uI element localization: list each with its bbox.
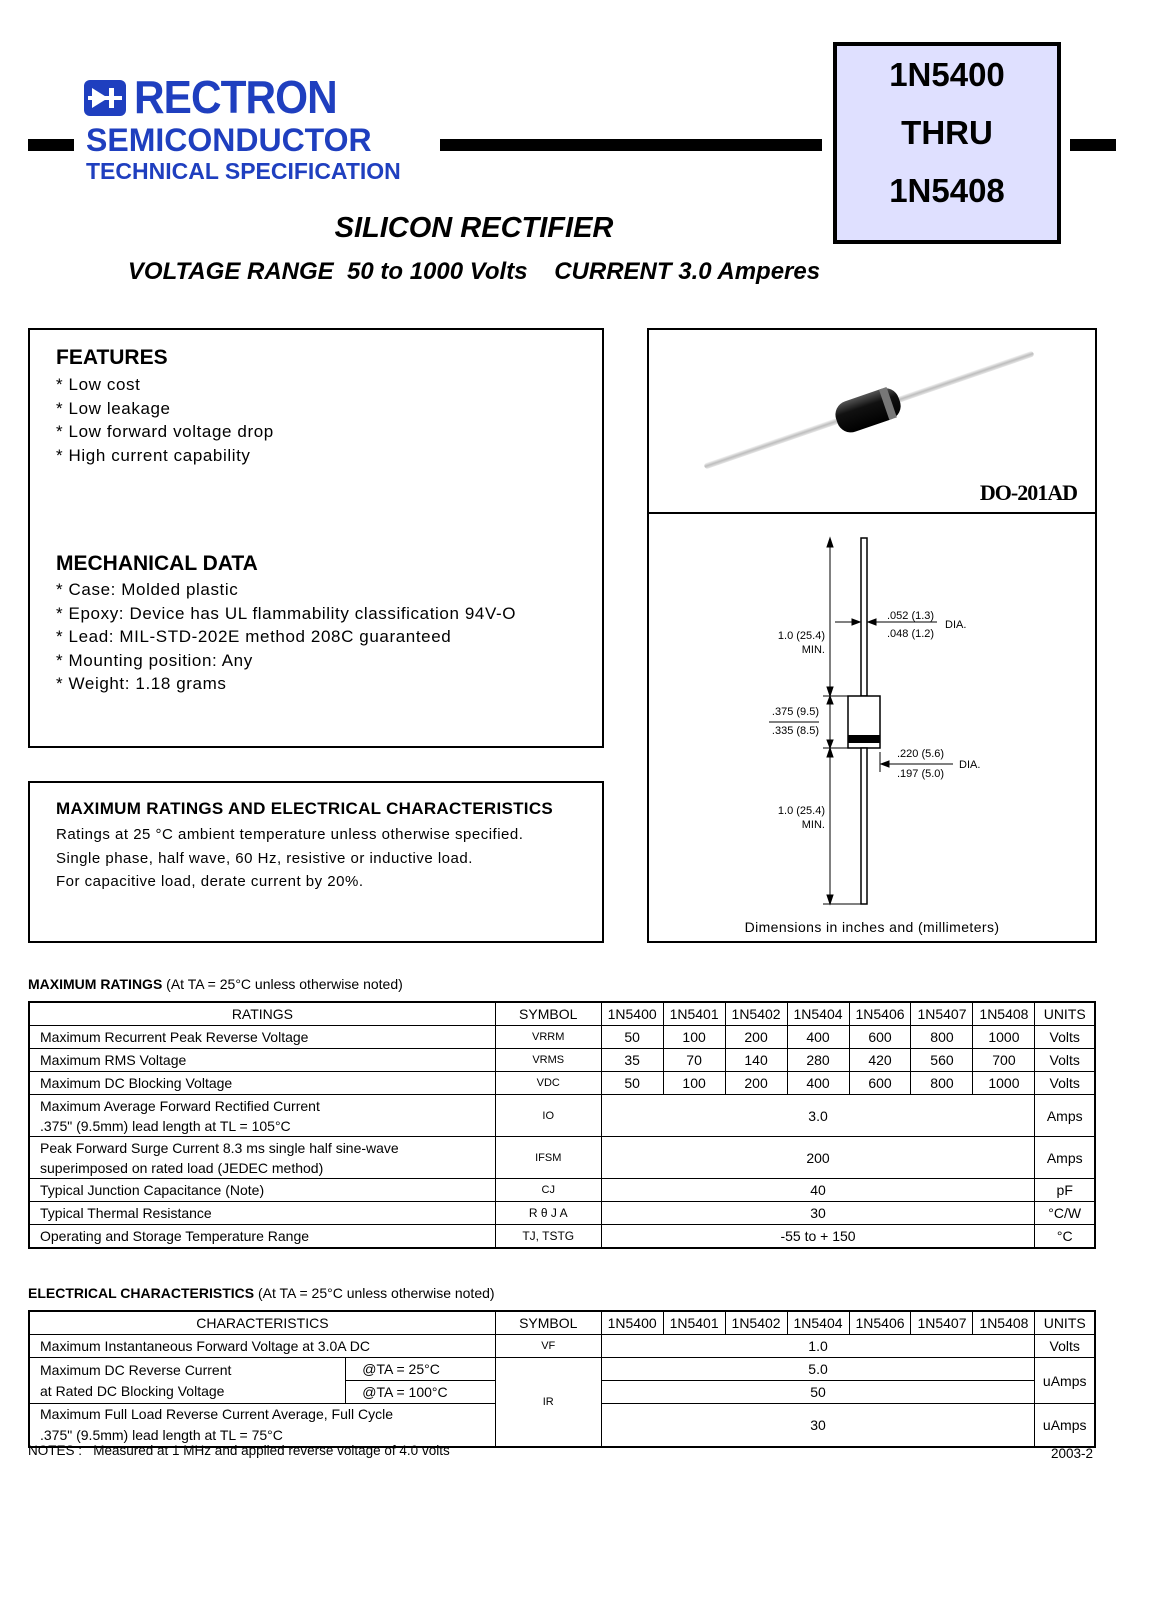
rating-value: 800: [911, 1072, 973, 1095]
ratings-note-line: For capacitive load, derate current by 20%.: [56, 873, 364, 890]
header-rule-right: [1070, 139, 1116, 151]
rating-symbol: IO: [495, 1095, 601, 1137]
dim-lead-dia-label: DIA.: [945, 619, 967, 631]
table-header-cell: SYMBOL: [495, 1002, 601, 1026]
rating-units: Amps: [1035, 1095, 1095, 1137]
rating-value: 420: [849, 1049, 911, 1072]
rating-units: Volts: [1035, 1049, 1095, 1072]
table-row: [29, 1179, 1095, 1202]
char-units: Volts: [1035, 1335, 1095, 1358]
rating-value: 35: [601, 1049, 663, 1072]
table-header-cell: RATINGS: [29, 1002, 495, 1026]
table-header-cell: CHARACTERISTICS: [29, 1311, 495, 1335]
rating-units: Amps: [1035, 1137, 1095, 1179]
table-header-cell: 1N5404: [787, 1311, 849, 1335]
rating-value: 40: [601, 1179, 1035, 1202]
page-title: SILICON RECTIFIER: [334, 212, 614, 244]
rating-label: Maximum DC Blocking Voltage: [29, 1072, 495, 1095]
rating-value: 50: [601, 1026, 663, 1049]
rating-value: -55 to + 150: [601, 1225, 1035, 1249]
rating-value: 100: [663, 1026, 725, 1049]
dimension-note: Dimensions in inches and (millimeters): [744, 919, 1000, 935]
rating-label: Operating and Storage Temperature Range: [29, 1225, 495, 1249]
rating-label: Maximum Recurrent Peak Reverse Voltage: [29, 1026, 495, 1049]
rating-label: Typical Thermal Resistance: [29, 1202, 495, 1225]
rectron-logo-icon: [84, 80, 126, 116]
page-subtitle: VOLTAGE RANGE 50 to 1000 Volts CURRENT 3.0 Amperes: [127, 258, 821, 285]
rating-units: Volts: [1035, 1026, 1095, 1049]
char-value: 5.0: [601, 1358, 1035, 1381]
dimension-drawing-panel: [647, 512, 1097, 943]
header-rule-middle: [440, 139, 822, 151]
table-header-cell: 1N5406: [849, 1311, 911, 1335]
table-header-cell: 1N5408: [973, 1311, 1035, 1335]
table-row: [29, 1026, 1095, 1049]
package-photo-panel: [647, 328, 1097, 514]
ratings-note-line: Single phase, half wave, 60 Hz, resistive or inductive load.: [56, 849, 473, 867]
rating-units: Volts: [1035, 1072, 1095, 1095]
dim-bottom-lead-length: 1.0 (25.4): [777, 805, 825, 817]
division-name: SEMICONDUCTOR: [86, 122, 372, 158]
table-header-row: [29, 1311, 1095, 1335]
table-header-cell: 1N5407: [911, 1002, 973, 1026]
brand-name: RECTRON: [134, 71, 337, 123]
rating-value: 600: [849, 1072, 911, 1095]
table-header-cell: 1N5401: [663, 1002, 725, 1026]
package-name: DO-201AD: [979, 480, 1077, 505]
list-item: * Lead: MIL-STD-202E method 208C guaranteed: [56, 625, 516, 649]
dim-body-len-max: .375 (9.5): [771, 706, 819, 718]
rating-label: Maximum Average Forward Rectified Current .375" (9.5mm) lead length at TL = 105°C: [29, 1095, 495, 1137]
char-value: 50: [601, 1381, 1035, 1404]
dim-body-len-min: .335 (8.5): [771, 725, 819, 737]
elec-char-table: [28, 1310, 1096, 1448]
char-units: uAmps: [1035, 1404, 1095, 1448]
table-header-cell: 1N5402: [725, 1002, 787, 1026]
list-item: * High current capability: [56, 444, 274, 468]
notes-text: NOTES : Measured at 1 MHz and applied reverse voltage of 4.0 volts: [28, 1443, 450, 1458]
dim-lead-dia-max: .052 (1.3): [887, 610, 935, 622]
ratings-note-line: Ratings at 25 °C ambient temperature unless otherwise specified.: [56, 826, 524, 843]
rating-symbol: VDC: [495, 1072, 601, 1095]
dim-top-lead-min: MIN.: [801, 644, 825, 656]
table-header-cell: 1N5400: [601, 1002, 663, 1026]
table-row: [29, 1358, 1095, 1381]
elec-char-caption: ELECTRICAL CHARACTERISTICS (At TA = 25°C unless otherwise noted): [28, 1285, 495, 1301]
ratings-notes-panel: [28, 781, 604, 943]
char-units: uAmps: [1035, 1358, 1095, 1404]
rating-units: °C/W: [1035, 1202, 1095, 1225]
rating-value: 200: [725, 1026, 787, 1049]
rating-value: 30: [601, 1202, 1035, 1225]
rating-symbol: IFSM: [495, 1137, 601, 1179]
char-condition: @TA = 25°C: [346, 1358, 496, 1381]
dim-body-dia-label: DIA.: [959, 759, 981, 771]
part-last: 1N5408: [889, 172, 1005, 209]
ratings-notes-heading: MAXIMUM RATINGS AND ELECTRICAL CHARACTERISTICS: [56, 799, 554, 818]
table-header-cell: UNITS: [1035, 1311, 1095, 1335]
char-label: Maximum Full Load Reverse Current Average, Full Cycle .375" (9.5mm) lead length at TL = 75°C: [29, 1404, 495, 1448]
rating-symbol: CJ: [495, 1179, 601, 1202]
table-row: [29, 1202, 1095, 1225]
rating-value: 400: [787, 1072, 849, 1095]
rating-value: 200: [725, 1072, 787, 1095]
table-row: [29, 1049, 1095, 1072]
dim-body-dia-min: .197 (5.0): [897, 768, 945, 780]
rating-units: °C: [1035, 1225, 1095, 1249]
rating-value: 400: [787, 1026, 849, 1049]
rating-value: 200: [601, 1137, 1035, 1179]
char-symbol: VF: [495, 1335, 601, 1358]
doc-code: 2003-2: [1050, 1446, 1093, 1461]
rating-value: 70: [663, 1049, 725, 1072]
table-row: [29, 1095, 1095, 1137]
dim-body-dia-max: .220 (5.6): [897, 748, 945, 760]
list-item: * Low cost: [56, 373, 274, 397]
rating-label: Maximum RMS Voltage: [29, 1049, 495, 1072]
mechanical-heading: MECHANICAL DATA: [56, 552, 258, 575]
rating-value: 700: [973, 1049, 1035, 1072]
rating-value: 100: [663, 1072, 725, 1095]
table-row: [29, 1225, 1095, 1249]
header-rule-left: [28, 139, 74, 151]
rating-value: 140: [725, 1049, 787, 1072]
char-symbol: IR: [495, 1358, 601, 1448]
part-thru: THRU: [901, 114, 993, 151]
char-label: Maximum DC Reverse Current at Rated DC Blocking Voltage: [29, 1358, 346, 1404]
features-panel: [28, 328, 604, 748]
rating-label: Typical Junction Capacitance (Note): [29, 1179, 495, 1202]
dim-bottom-lead-min: MIN.: [801, 819, 825, 831]
table-header-cell: 1N5407: [911, 1311, 973, 1335]
rating-symbol: R θ J A: [495, 1202, 601, 1225]
list-item: * Mounting position: Any: [56, 649, 516, 673]
features-list: [56, 373, 274, 467]
list-item: * Low forward voltage drop: [56, 420, 274, 444]
part-first: 1N5400: [889, 56, 1005, 93]
char-condition: @TA = 100°C: [346, 1381, 496, 1404]
list-item: * Weight: 1.18 grams: [56, 672, 516, 696]
rating-value: 560: [911, 1049, 973, 1072]
table-header-cell: SYMBOL: [495, 1311, 601, 1335]
list-item: * Case: Molded plastic: [56, 578, 516, 602]
table-header-cell: 1N5406: [849, 1002, 911, 1026]
rating-value: 600: [849, 1026, 911, 1049]
rating-value: 1000: [973, 1072, 1035, 1095]
rating-symbol: TJ, TSTG: [495, 1225, 601, 1249]
char-value: 1.0: [601, 1335, 1035, 1358]
table-header-cell: UNITS: [1035, 1002, 1095, 1026]
rating-value: 3.0: [601, 1095, 1035, 1137]
list-item: * Low leakage: [56, 397, 274, 421]
rating-units: pF: [1035, 1179, 1095, 1202]
doc-type: TECHNICAL SPECIFICATION: [86, 158, 401, 184]
rating-value: 800: [911, 1026, 973, 1049]
rating-label: Peak Forward Surge Current 8.3 ms single half sine-wave superimposed on rated load (JEDEC method): [29, 1137, 495, 1179]
rating-value: 280: [787, 1049, 849, 1072]
rating-symbol: VRMS: [495, 1049, 601, 1072]
char-value: 30: [601, 1404, 1035, 1448]
dimension-diagram: [649, 514, 1095, 914]
table-header-cell: 1N5400: [601, 1311, 663, 1335]
table-header-row: [29, 1002, 1095, 1026]
table-header-cell: 1N5408: [973, 1002, 1035, 1026]
table-header-cell: 1N5402: [725, 1311, 787, 1335]
mechanical-list: [56, 578, 516, 696]
list-item: * Epoxy: Device has UL flammability classification 94V-O: [56, 602, 516, 626]
table-header-cell: 1N5401: [663, 1311, 725, 1335]
rating-value: 50: [601, 1072, 663, 1095]
dim-lead-dia-min: .048 (1.2): [887, 628, 935, 640]
dim-top-lead-length: 1.0 (25.4): [777, 630, 825, 642]
table-row: [29, 1137, 1095, 1179]
rating-value: 1000: [973, 1026, 1035, 1049]
rating-symbol: VRRM: [495, 1026, 601, 1049]
table-row: [29, 1335, 1095, 1358]
diode-photo-image: [699, 350, 1039, 470]
max-ratings-table: [28, 1001, 1096, 1249]
char-label: Maximum Instantaneous Forward Voltage at 3.0A DC: [29, 1335, 495, 1358]
table-row: [29, 1072, 1095, 1095]
features-heading: FEATURES: [56, 346, 168, 369]
max-ratings-caption: MAXIMUM RATINGS (At TA = 25°C unless otherwise noted): [28, 976, 403, 992]
table-header-cell: 1N5404: [787, 1002, 849, 1026]
